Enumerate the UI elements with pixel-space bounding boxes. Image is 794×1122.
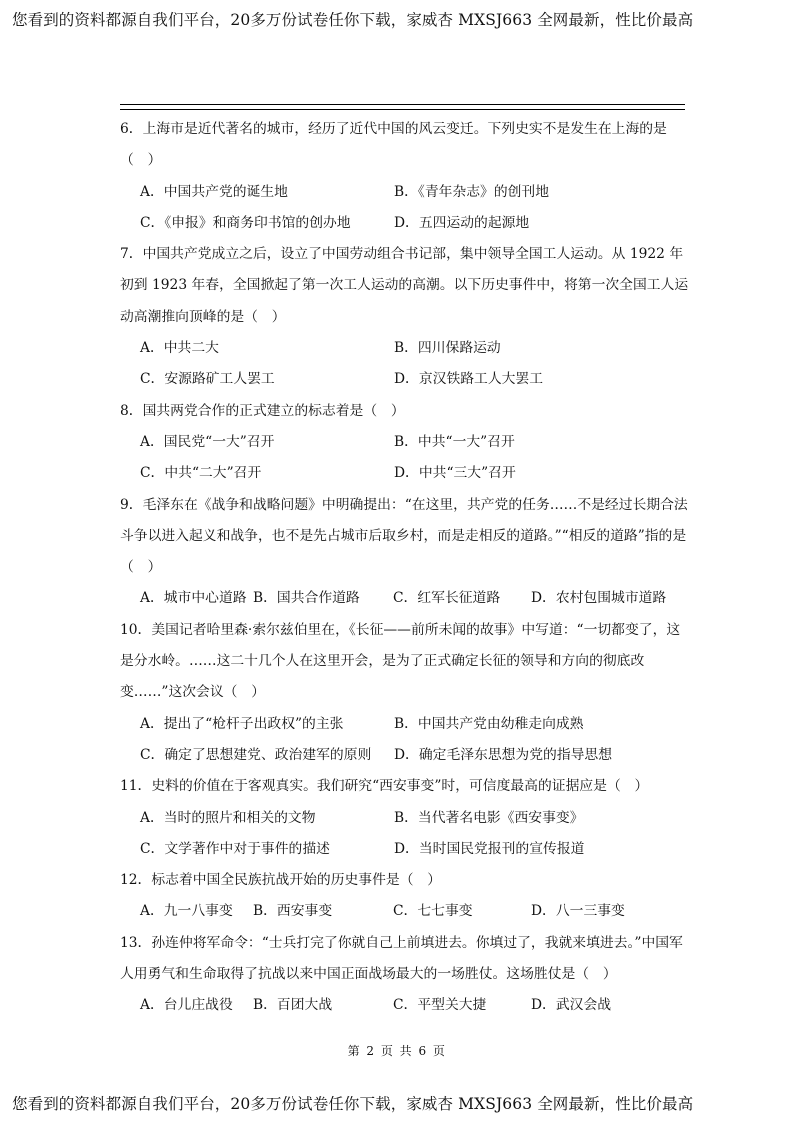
- header-rule-thin: [120, 109, 685, 110]
- option-b: B．当代著名电影《西安事变》: [394, 809, 584, 826]
- option-a: A．台儿庄战役: [140, 997, 233, 1014]
- option-a: A．国民党“一大”召开: [140, 433, 275, 450]
- question-11: [120, 771, 690, 865]
- option-a: A．中共二大: [140, 340, 219, 357]
- question-9: [120, 490, 690, 615]
- question-stem: 9．毛泽东在《战争和战略问题》中明确提出：“在这里，共产党的任务……不是经过长期合法斗争以进入起义和战争，也不是先占城市后取乡村，而是走相反的道路。”“相反的道路”指的是（ ）: [120, 496, 688, 576]
- options: [120, 896, 690, 927]
- option-b: B．四川保路运动: [394, 340, 501, 357]
- option-a: A．提出了“枪杆子出政权”的主张: [140, 715, 344, 732]
- option-c: C．确定了思想建党、政治建军的原则: [140, 746, 372, 763]
- option-d: D．五四运动的起源地: [394, 214, 530, 231]
- question-stem: 13．孙连仲将军命令：“士兵打完了你就自己上前填进去。你填过了，我就来填进去。”中国军人用勇气和生命取得了抗战以来中国正面战场最大的一场胜仗。这场胜仗是（ ）: [120, 934, 683, 983]
- option-b: B．中共“一大”召开: [394, 433, 515, 450]
- options: [120, 990, 690, 1021]
- option-c: C．平型关大捷: [393, 997, 487, 1014]
- watermark-banner-bottom: 您看到的资料都源自我们平台，20多万份试卷任你下载，家威杏 MXSJ663 全网最新，性比价最高: [12, 1095, 694, 1113]
- option-a: A．中国共产党的诞生地: [140, 183, 288, 200]
- option-b: B．西安事变: [253, 903, 333, 920]
- question-13: [120, 928, 690, 1022]
- option-c: C．红军长征道路: [393, 590, 501, 607]
- question-12: [120, 865, 690, 928]
- question-stem: 8．国共两党合作的正式建立的标志着是（ ）: [120, 402, 405, 419]
- options: [120, 177, 690, 240]
- page-number: 第 2 页 共 6 页: [347, 1044, 447, 1058]
- question-10: [120, 615, 690, 771]
- option-d: D．京汉铁路工人大罢工: [394, 371, 544, 388]
- option-a: A．城市中心道路: [140, 590, 247, 607]
- option-c: C．七七事变: [393, 903, 473, 920]
- question-list: [120, 114, 690, 1022]
- question-stem: 6．上海市是近代著名的城市，经历了近代中国的风云变迁。下列史实不是发生在上海的是（ ）: [120, 121, 667, 169]
- question-6: [120, 114, 690, 239]
- options: [120, 803, 690, 866]
- question-stem: 11．史料的价值在于客观真实。我们研究“西安事变”时，可信度最高的证据应是（ ）: [120, 778, 649, 795]
- option-b: B．国共合作道路: [253, 590, 360, 607]
- option-b: B．百团大战: [253, 997, 333, 1014]
- option-d: D．当时国民党报刊的宣传报道: [394, 840, 585, 857]
- option-a: A．九一八事变: [140, 903, 233, 920]
- option-d: D．中共“三大”召开: [394, 465, 516, 482]
- question-8: [120, 396, 690, 490]
- option-d: D．确定毛泽东思想为党的指导思想: [394, 746, 613, 763]
- option-b: B．《青年杂志》的创刊地: [394, 183, 550, 200]
- question-stem: 7．中国共产党成立之后，设立了中国劳动组合书记部，集中领导全国工人运动。从 1922 年初到 1923 年春，全国掀起了第一次工人运动的高潮。以下历史事件中，将第一次全国工人运动高潮推向顶峰的是（ ）: [120, 246, 689, 325]
- options: [120, 583, 690, 614]
- header-rule-thick: [120, 104, 685, 105]
- option-a: A．当时的照片和相关的文物: [140, 809, 316, 826]
- options: [120, 333, 690, 396]
- option-b: B．中国共产党由幼稚走向成熟: [394, 715, 584, 732]
- question-stem: 12．标志着中国全民族抗战开始的历史事件是（ ）: [120, 872, 442, 889]
- watermark-banner-top: 您看到的资料都源自我们平台，20多万份试卷任你下载，家威杏 MXSJ663 全网最新，性比价最高: [12, 11, 694, 29]
- option-c: C．安源路矿工人罢工: [140, 371, 275, 388]
- option-c: C．文学著作中对于事件的描述: [140, 840, 330, 857]
- options: [120, 709, 690, 772]
- option-c: C．《申报》和商务印书馆的创办地: [140, 214, 351, 231]
- option-d: D．武汉会战: [531, 997, 612, 1014]
- option-d: D．八一三事变: [531, 903, 625, 920]
- question-stem: 10．美国记者哈里森·索尔兹伯里在，《长征——前所未闻的故事》中写道：“一切都变了，这是分水岭。……这二十几个人在这里开会，是为了正式确定长征的领导和方向的彻底改变……”这次会议（ ）: [120, 621, 681, 701]
- option-c: C．中共“二大”召开: [140, 465, 262, 482]
- question-7: [120, 239, 690, 395]
- options: [120, 427, 690, 490]
- option-d: D．农村包围城市道路: [531, 590, 667, 607]
